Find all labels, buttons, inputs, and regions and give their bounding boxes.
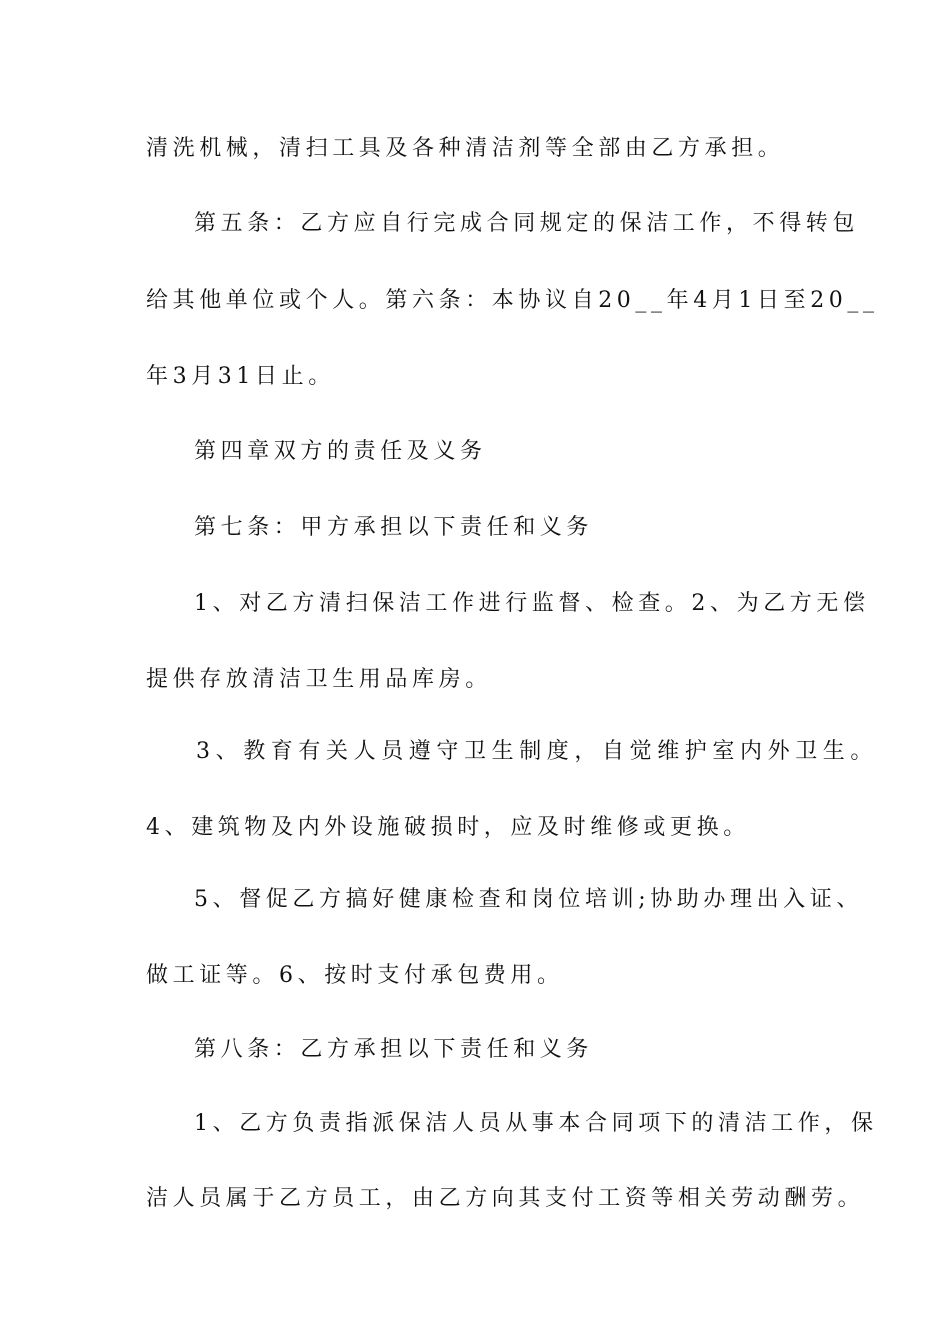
paragraph-line-9: 3、教育有关人员遵守卫生制度，自觉维护室内外卫生。 — [196, 739, 878, 764]
paragraph-line-15: 洁人员属于乙方员工，由乙方向其支付工资等相关劳动酬劳。 — [146, 1186, 865, 1211]
paragraph-line-7: 1、对乙方清扫保洁工作进行监督、检查。2、为乙方无偿 — [194, 591, 870, 616]
chapter-heading: 第四章双方的责任及义务 — [194, 439, 487, 464]
paragraph-line-10: 4、建筑物及内外设施破损时，应及时维修或更换。 — [146, 815, 750, 840]
paragraph-line-4: 年3月31日止。 — [146, 364, 335, 389]
paragraph-line-11: 5、督促乙方搞好健康检查和岗位培训;协助办理出入证、 — [194, 887, 864, 912]
paragraph-line-2: 第五条：乙方应自行完成合同规定的保洁工作，不得转包 — [194, 211, 860, 236]
article-heading-7: 第七条：甲方承担以下责任和义务 — [194, 515, 594, 540]
paragraph-line-8: 提供存放清洁卫生用品库房。 — [146, 667, 492, 692]
paragraph-line-1: 清洗机械，清扫工具及各种清洁剂等全部由乙方承担。 — [146, 136, 785, 161]
paragraph-line-14: 1、乙方负责指派保洁人员从事本合同项下的清洁工作，保 — [194, 1111, 878, 1136]
paragraph-line-3: 给其他单位或个人。第六条：本协议自20__年4月1日至20__ — [146, 288, 879, 313]
paragraph-line-12: 做工证等。6、按时支付承包费用。 — [146, 963, 564, 988]
article-heading-8: 第八条：乙方承担以下责任和义务 — [194, 1037, 594, 1062]
